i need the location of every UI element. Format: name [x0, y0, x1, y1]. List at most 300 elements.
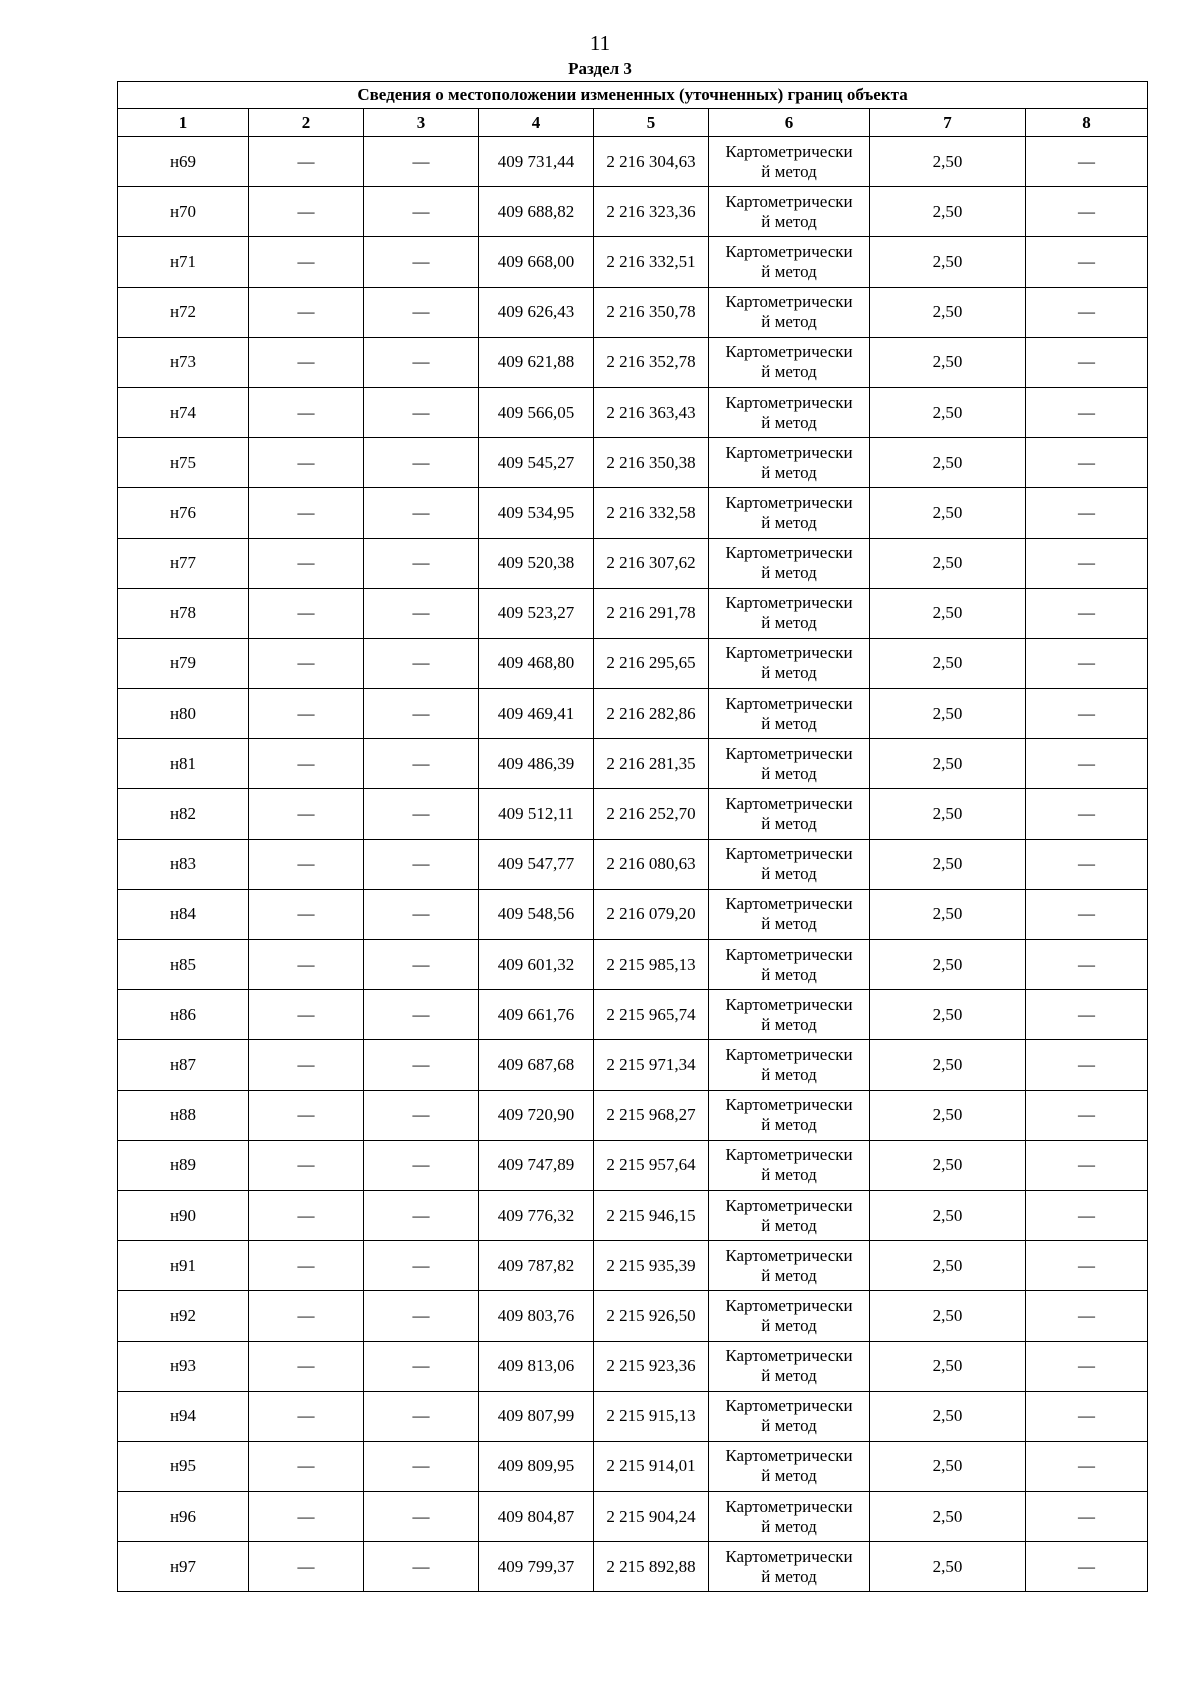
method-cell — [709, 739, 870, 789]
column-3-cell: — — [364, 237, 479, 287]
x-coordinate-cell: 409 731,44 — [479, 137, 594, 187]
column-3-cell: — — [364, 187, 479, 237]
method-cell — [709, 1040, 870, 1090]
point-number-cell: н77 — [118, 538, 249, 588]
y-coordinate-cell: 2 215 926,50 — [594, 1291, 709, 1341]
x-coordinate-cell: 409 486,39 — [479, 739, 594, 789]
x-coordinate-cell: 409 787,82 — [479, 1241, 594, 1291]
method-cell — [709, 789, 870, 839]
method-text-line-1: Картометрически — [725, 1546, 853, 1566]
method-text-line-1: Картометрически — [725, 442, 853, 462]
column-3-cell: — — [364, 1040, 479, 1090]
point-number-cell: н86 — [118, 990, 249, 1040]
column-2-cell: — — [249, 990, 364, 1040]
accuracy-cell: 2,50 — [870, 588, 1026, 638]
accuracy-cell: 2,50 — [870, 689, 1026, 739]
method-text-line-2: й метод — [761, 261, 817, 281]
method-cell — [709, 689, 870, 739]
x-coordinate-cell: 409 687,68 — [479, 1040, 594, 1090]
column-8-cell: — — [1026, 588, 1148, 638]
x-coordinate-cell: 409 799,37 — [479, 1542, 594, 1592]
column-number-2: 2 — [249, 109, 364, 137]
method-text-line-2: й метод — [761, 412, 817, 432]
column-3-cell: — — [364, 839, 479, 889]
y-coordinate-cell: 2 216 282,86 — [594, 689, 709, 739]
method-cell — [709, 1241, 870, 1291]
accuracy-cell: 2,50 — [870, 187, 1026, 237]
method-text-line-2: й метод — [761, 1265, 817, 1285]
point-number-cell: н90 — [118, 1190, 249, 1240]
column-3-cell: — — [364, 1542, 479, 1592]
method-text-line-1: Картометрически — [725, 1346, 853, 1366]
column-3-cell: — — [364, 638, 479, 688]
method-cell — [709, 187, 870, 237]
x-coordinate-cell: 409 547,77 — [479, 839, 594, 889]
method-text-line-2: й метод — [761, 1516, 817, 1536]
column-8-cell: — — [1026, 1140, 1148, 1190]
y-coordinate-cell: 2 216 295,65 — [594, 638, 709, 688]
method-text-line-1: Картометрически — [725, 994, 853, 1014]
method-text-line-1: Картометрически — [725, 1446, 853, 1466]
method-cell — [709, 488, 870, 538]
table-row — [118, 237, 1148, 287]
accuracy-cell: 2,50 — [870, 1190, 1026, 1240]
accuracy-cell: 2,50 — [870, 739, 1026, 789]
column-2-cell: — — [249, 488, 364, 538]
method-cell — [709, 1341, 870, 1391]
table-row — [118, 1090, 1148, 1140]
method-text-line-1: Картометрически — [725, 693, 853, 713]
x-coordinate-cell: 409 468,80 — [479, 638, 594, 688]
column-3-cell: — — [364, 588, 479, 638]
method-text-line-2: й метод — [761, 864, 817, 884]
point-number-cell: н84 — [118, 889, 249, 939]
method-cell — [709, 889, 870, 939]
section-title: Раздел 3 — [568, 59, 632, 78]
method-cell — [709, 287, 870, 337]
point-number-cell: н87 — [118, 1040, 249, 1090]
accuracy-cell: 2,50 — [870, 488, 1026, 538]
accuracy-cell: 2,50 — [870, 1391, 1026, 1441]
table-row — [118, 337, 1148, 387]
y-coordinate-cell: 2 216 252,70 — [594, 789, 709, 839]
column-3-cell: — — [364, 1341, 479, 1391]
method-text-line-2: й метод — [761, 663, 817, 683]
table-row — [118, 187, 1148, 237]
x-coordinate-cell: 409 469,41 — [479, 689, 594, 739]
method-text-line-1: Картометрически — [725, 1295, 853, 1315]
method-text-line-2: й метод — [761, 563, 817, 583]
y-coordinate-cell: 2 215 923,36 — [594, 1341, 709, 1391]
column-2-cell: — — [249, 1291, 364, 1341]
column-2-cell: — — [249, 538, 364, 588]
column-8-cell: — — [1026, 387, 1148, 437]
accuracy-cell: 2,50 — [870, 387, 1026, 437]
column-8-cell: — — [1026, 488, 1148, 538]
page-number: 11 — [589, 31, 611, 55]
accuracy-cell: 2,50 — [870, 137, 1026, 187]
x-coordinate-cell: 409 813,06 — [479, 1341, 594, 1391]
x-coordinate-cell: 409 661,76 — [479, 990, 594, 1040]
y-coordinate-cell: 2 216 323,36 — [594, 187, 709, 237]
method-text-line-2: й метод — [761, 1466, 817, 1486]
table-row — [118, 1391, 1148, 1441]
y-coordinate-cell: 2 216 304,63 — [594, 137, 709, 187]
point-number-cell: н69 — [118, 137, 249, 187]
column-3-cell: — — [364, 1190, 479, 1240]
method-text-line-2: й метод — [761, 512, 817, 532]
point-number-cell: н79 — [118, 638, 249, 688]
y-coordinate-cell: 2 215 985,13 — [594, 940, 709, 990]
column-2-cell: — — [249, 638, 364, 688]
column-number-8: 8 — [1026, 109, 1148, 137]
table-row — [118, 990, 1148, 1040]
column-3-cell: — — [364, 1241, 479, 1291]
method-text-line-2: й метод — [761, 1115, 817, 1135]
column-number-6: 6 — [709, 109, 870, 137]
x-coordinate-cell: 409 545,27 — [479, 438, 594, 488]
column-8-cell: — — [1026, 1391, 1148, 1441]
accuracy-cell: 2,50 — [870, 1040, 1026, 1090]
x-coordinate-cell: 409 809,95 — [479, 1441, 594, 1491]
column-2-cell: — — [249, 1241, 364, 1291]
x-coordinate-cell: 409 688,82 — [479, 187, 594, 237]
accuracy-cell: 2,50 — [870, 438, 1026, 488]
column-8-cell: — — [1026, 237, 1148, 287]
column-3-cell: — — [364, 990, 479, 1040]
accuracy-cell: 2,50 — [870, 1441, 1026, 1491]
method-text-line-1: Картометрически — [725, 392, 853, 412]
column-8-cell: — — [1026, 839, 1148, 889]
y-coordinate-cell: 2 216 307,62 — [594, 538, 709, 588]
y-coordinate-cell: 2 215 971,34 — [594, 1040, 709, 1090]
table-row — [118, 538, 1148, 588]
column-2-cell: — — [249, 1341, 364, 1391]
method-cell — [709, 387, 870, 437]
x-coordinate-cell: 409 803,76 — [479, 1291, 594, 1341]
method-text-line-2: й метод — [761, 713, 817, 733]
method-text-line-2: й метод — [761, 613, 817, 633]
point-number-cell: н97 — [118, 1542, 249, 1592]
column-2-cell: — — [249, 287, 364, 337]
table-row — [118, 1040, 1148, 1090]
boundary-coordinates-table — [117, 81, 1148, 1592]
table-row — [118, 1190, 1148, 1240]
y-coordinate-cell: 2 215 892,88 — [594, 1542, 709, 1592]
method-cell — [709, 1391, 870, 1441]
table-row — [118, 1241, 1148, 1291]
column-8-cell: — — [1026, 538, 1148, 588]
column-2-cell: — — [249, 1040, 364, 1090]
point-number-cell: н80 — [118, 689, 249, 739]
method-text-line-1: Картометрически — [725, 944, 853, 964]
column-8-cell: — — [1026, 1441, 1148, 1491]
x-coordinate-cell: 409 520,38 — [479, 538, 594, 588]
table-row — [118, 1542, 1148, 1592]
method-cell — [709, 1492, 870, 1542]
y-coordinate-cell: 2 216 352,78 — [594, 337, 709, 387]
method-text-line-2: й метод — [761, 1366, 817, 1386]
column-8-cell: — — [1026, 889, 1148, 939]
method-cell — [709, 438, 870, 488]
y-coordinate-cell: 2 215 915,13 — [594, 1391, 709, 1441]
method-cell — [709, 1090, 870, 1140]
point-number-cell: н92 — [118, 1291, 249, 1341]
column-8-cell: — — [1026, 739, 1148, 789]
column-2-cell: — — [249, 1542, 364, 1592]
accuracy-cell: 2,50 — [870, 337, 1026, 387]
column-2-cell: — — [249, 1140, 364, 1190]
method-text-line-1: Картометрически — [725, 1195, 853, 1215]
method-text-line-1: Картометрически — [725, 844, 853, 864]
column-8-cell: — — [1026, 1190, 1148, 1240]
y-coordinate-cell: 2 215 946,15 — [594, 1190, 709, 1240]
method-cell — [709, 940, 870, 990]
table-row — [118, 940, 1148, 990]
accuracy-cell: 2,50 — [870, 287, 1026, 337]
method-cell — [709, 1542, 870, 1592]
column-number-row — [118, 109, 1148, 137]
column-2-cell: — — [249, 1090, 364, 1140]
column-3-cell: — — [364, 1090, 479, 1140]
method-cell — [709, 638, 870, 688]
column-8-cell: — — [1026, 187, 1148, 237]
point-number-cell: н71 — [118, 237, 249, 287]
accuracy-cell: 2,50 — [870, 1241, 1026, 1291]
table-row — [118, 1140, 1148, 1190]
x-coordinate-cell: 409 512,11 — [479, 789, 594, 839]
column-2-cell: — — [249, 187, 364, 237]
column-8-cell: — — [1026, 638, 1148, 688]
table-row — [118, 287, 1148, 337]
method-text-line-1: Картометрически — [725, 141, 853, 161]
column-8-cell: — — [1026, 1040, 1148, 1090]
method-cell — [709, 1140, 870, 1190]
y-coordinate-cell: 2 216 363,43 — [594, 387, 709, 437]
column-2-cell: — — [249, 438, 364, 488]
table-row — [118, 488, 1148, 538]
column-8-cell: — — [1026, 1542, 1148, 1592]
method-text-line-2: й метод — [761, 161, 817, 181]
x-coordinate-cell: 409 747,89 — [479, 1140, 594, 1190]
method-text-line-1: Картометрически — [725, 1145, 853, 1165]
point-number-cell: н83 — [118, 839, 249, 889]
point-number-cell: н73 — [118, 337, 249, 387]
column-8-cell: — — [1026, 1090, 1148, 1140]
method-text-line-2: й метод — [761, 1315, 817, 1335]
method-text-line-1: Картометрически — [725, 342, 853, 362]
point-number-cell: н91 — [118, 1241, 249, 1291]
accuracy-cell: 2,50 — [870, 1542, 1026, 1592]
method-text-line-2: й метод — [761, 964, 817, 984]
method-text-line-2: й метод — [761, 814, 817, 834]
y-coordinate-cell: 2 216 350,38 — [594, 438, 709, 488]
method-text-line-2: й метод — [761, 1416, 817, 1436]
y-coordinate-cell: 2 215 935,39 — [594, 1241, 709, 1291]
method-text-line-2: й метод — [761, 1566, 817, 1586]
method-cell — [709, 990, 870, 1040]
x-coordinate-cell: 409 566,05 — [479, 387, 594, 437]
column-3-cell: — — [364, 337, 479, 387]
point-number-cell: н89 — [118, 1140, 249, 1190]
column-3-cell: — — [364, 1291, 479, 1341]
accuracy-cell: 2,50 — [870, 638, 1026, 688]
method-text-line-1: Картометрически — [725, 794, 853, 814]
method-text-line-1: Картометрически — [725, 1245, 853, 1265]
method-text-line-2: й метод — [761, 914, 817, 934]
column-8-cell: — — [1026, 438, 1148, 488]
column-2-cell: — — [249, 337, 364, 387]
method-text-line-1: Картометрически — [725, 894, 853, 914]
column-2-cell: — — [249, 789, 364, 839]
y-coordinate-cell: 2 216 332,58 — [594, 488, 709, 538]
point-number-cell: н72 — [118, 287, 249, 337]
accuracy-cell: 2,50 — [870, 1140, 1026, 1190]
column-number-4: 4 — [479, 109, 594, 137]
point-number-cell: н96 — [118, 1492, 249, 1542]
point-number-cell: н74 — [118, 387, 249, 437]
column-3-cell: — — [364, 387, 479, 437]
accuracy-cell: 2,50 — [870, 839, 1026, 889]
column-3-cell: — — [364, 689, 479, 739]
table-row — [118, 387, 1148, 437]
table-row — [118, 689, 1148, 739]
table-row — [118, 1341, 1148, 1391]
x-coordinate-cell: 409 534,95 — [479, 488, 594, 538]
accuracy-cell: 2,50 — [870, 1341, 1026, 1391]
column-number-5: 5 — [594, 109, 709, 137]
table-row — [118, 789, 1148, 839]
table-row — [118, 137, 1148, 187]
table-row — [118, 588, 1148, 638]
column-8-cell: — — [1026, 990, 1148, 1040]
column-3-cell: — — [364, 538, 479, 588]
point-number-cell: н93 — [118, 1341, 249, 1391]
method-text-line-1: Картометрически — [725, 543, 853, 563]
y-coordinate-cell: 2 215 965,74 — [594, 990, 709, 1040]
method-text-line-1: Картометрически — [725, 292, 853, 312]
column-3-cell: — — [364, 1391, 479, 1441]
y-coordinate-cell: 2 216 350,78 — [594, 287, 709, 337]
column-8-cell: — — [1026, 1341, 1148, 1391]
accuracy-cell: 2,50 — [870, 889, 1026, 939]
point-number-cell: н70 — [118, 187, 249, 237]
column-8-cell: — — [1026, 789, 1148, 839]
x-coordinate-cell: 409 601,32 — [479, 940, 594, 990]
y-coordinate-cell: 2 216 079,20 — [594, 889, 709, 939]
method-cell — [709, 237, 870, 287]
table-row — [118, 638, 1148, 688]
y-coordinate-cell: 2 215 904,24 — [594, 1492, 709, 1542]
x-coordinate-cell: 409 804,87 — [479, 1492, 594, 1542]
point-number-cell: н95 — [118, 1441, 249, 1491]
table-row — [118, 438, 1148, 488]
method-cell — [709, 1441, 870, 1491]
method-text-line-1: Картометрически — [725, 743, 853, 763]
y-coordinate-cell: 2 216 291,78 — [594, 588, 709, 638]
method-text-line-2: й метод — [761, 1165, 817, 1185]
method-text-line-1: Картометрически — [725, 1396, 853, 1416]
table-row — [118, 1492, 1148, 1542]
column-8-cell: — — [1026, 137, 1148, 187]
method-text-line-1: Картометрически — [725, 1496, 853, 1516]
column-3-cell: — — [364, 1140, 479, 1190]
column-2-cell: — — [249, 1391, 364, 1441]
accuracy-cell: 2,50 — [870, 1492, 1026, 1542]
column-8-cell: — — [1026, 1291, 1148, 1341]
method-cell — [709, 588, 870, 638]
column-2-cell: — — [249, 1441, 364, 1491]
accuracy-cell: 2,50 — [870, 1291, 1026, 1341]
column-3-cell: — — [364, 739, 479, 789]
column-number-1: 1 — [118, 109, 249, 137]
y-coordinate-cell: 2 216 281,35 — [594, 739, 709, 789]
column-3-cell: — — [364, 889, 479, 939]
y-coordinate-cell: 2 215 914,01 — [594, 1441, 709, 1491]
column-3-cell: — — [364, 137, 479, 187]
accuracy-cell: 2,50 — [870, 789, 1026, 839]
method-cell — [709, 1190, 870, 1240]
method-cell — [709, 1291, 870, 1341]
x-coordinate-cell: 409 720,90 — [479, 1090, 594, 1140]
column-2-cell: — — [249, 889, 364, 939]
column-2-cell: — — [249, 1492, 364, 1542]
point-number-cell: н85 — [118, 940, 249, 990]
x-coordinate-cell: 409 626,43 — [479, 287, 594, 337]
column-8-cell: — — [1026, 1492, 1148, 1542]
column-3-cell: — — [364, 488, 479, 538]
method-text-line-2: й метод — [761, 362, 817, 382]
column-number-3: 3 — [364, 109, 479, 137]
y-coordinate-cell: 2 215 968,27 — [594, 1090, 709, 1140]
method-text-line-1: Картометрически — [725, 241, 853, 261]
method-text-line-2: й метод — [761, 763, 817, 783]
x-coordinate-cell: 409 621,88 — [479, 337, 594, 387]
column-8-cell: — — [1026, 337, 1148, 387]
table-row — [118, 889, 1148, 939]
x-coordinate-cell: 409 523,27 — [479, 588, 594, 638]
x-coordinate-cell: 409 776,32 — [479, 1190, 594, 1240]
column-3-cell: — — [364, 789, 479, 839]
accuracy-cell: 2,50 — [870, 940, 1026, 990]
method-text-line-1: Картометрически — [725, 1044, 853, 1064]
point-number-cell: н76 — [118, 488, 249, 538]
column-3-cell: — — [364, 940, 479, 990]
column-2-cell: — — [249, 1190, 364, 1240]
method-text-line-2: й метод — [761, 1014, 817, 1034]
column-number-7: 7 — [870, 109, 1026, 137]
method-text-line-2: й метод — [761, 211, 817, 231]
column-8-cell: — — [1026, 689, 1148, 739]
method-text-line-1: Картометрически — [725, 492, 853, 512]
y-coordinate-cell: 2 216 332,51 — [594, 237, 709, 287]
table-caption-row — [118, 82, 1148, 109]
column-2-cell: — — [249, 689, 364, 739]
column-3-cell: — — [364, 1441, 479, 1491]
column-3-cell: — — [364, 438, 479, 488]
point-number-cell: н88 — [118, 1090, 249, 1140]
table-row — [118, 1291, 1148, 1341]
accuracy-cell: 2,50 — [870, 538, 1026, 588]
method-text-line-2: й метод — [761, 1064, 817, 1084]
method-text-line-1: Картометрически — [725, 1095, 853, 1115]
column-2-cell: — — [249, 387, 364, 437]
column-2-cell: — — [249, 237, 364, 287]
point-number-cell: н94 — [118, 1391, 249, 1441]
y-coordinate-cell: 2 216 080,63 — [594, 839, 709, 889]
point-number-cell: н78 — [118, 588, 249, 638]
accuracy-cell: 2,50 — [870, 237, 1026, 287]
